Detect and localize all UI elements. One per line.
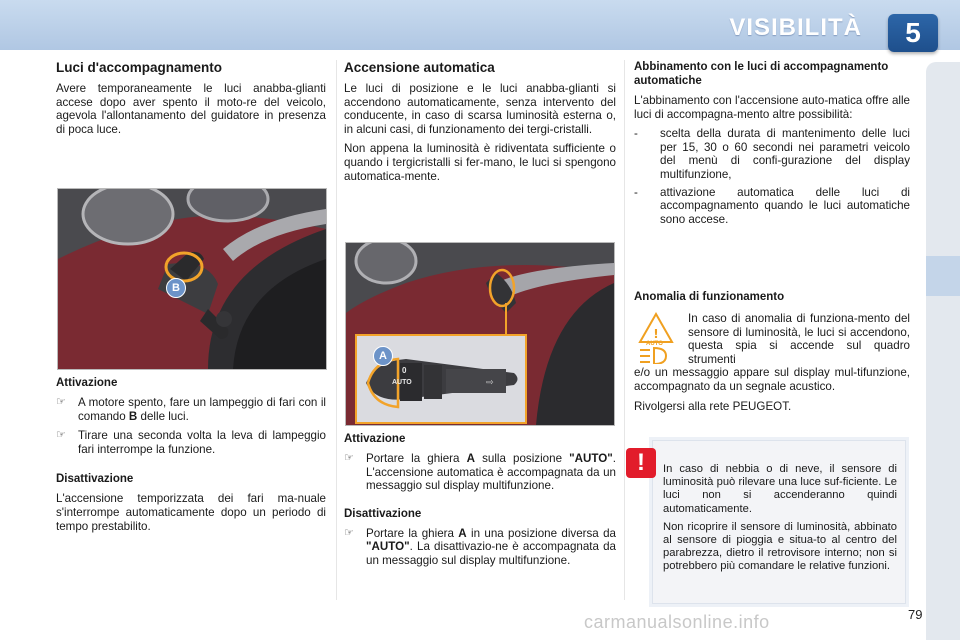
contact-text: Rivolgersi alla rete PEUGEOT. <box>634 399 792 413</box>
item-text: attivazione automatica delle luci di accompagnamento quando le luci automatiche sono accese. <box>660 185 910 226</box>
steering-wheel-photo <box>57 188 327 370</box>
dash-marker: - <box>634 185 638 199</box>
list-item <box>634 186 910 227</box>
anomaly-text-indented: In caso di anomalia di funziona-mento del sensore di luminosità, le luci si accendono, questa spia si accende sul quadro strumenti <box>688 312 910 366</box>
item-text: delle luci. <box>137 409 189 423</box>
item-bold: A <box>466 452 475 465</box>
dash-marker: - <box>634 127 638 141</box>
label-badge-a: A <box>373 346 393 366</box>
stalk-auto-label: AUTO <box>392 379 412 386</box>
chapter-tab[interactable] <box>888 14 938 52</box>
list-item <box>634 127 910 181</box>
steering-wheel-illustration <box>58 189 326 369</box>
svg-text:⇨: ⇨ <box>486 378 494 388</box>
bullet-icon: ☞ <box>56 396 66 408</box>
warning-lamp-icon <box>636 312 676 364</box>
warning-text: In caso di nebbia o di neve, il sensore di luminosità può rilevare una luce suf-ficiente. Le luci non si accenderanno quindi automaticamente. <box>663 463 897 515</box>
activation-heading: Attivazione <box>56 377 118 389</box>
item-text: A motore spento, fare un lampeggio di fari con il comando <box>78 396 326 423</box>
page-number: 79 <box>908 607 923 622</box>
list-item <box>344 452 616 493</box>
label-badge-b: B <box>166 278 186 298</box>
item-text: Portare la ghiera <box>366 452 467 465</box>
anomaly-text: e/o un messaggio appare sul display mul-tifunzione, accompagnato da un segnale acustico. <box>634 366 910 393</box>
intro-text: L'abbinamento con l'accensione auto-matica offre alle luci di accompagna-mento altre possibilità: <box>634 94 910 121</box>
column-follow-me-home <box>56 60 326 142</box>
item-bold: A <box>458 526 467 540</box>
list-item <box>344 527 616 568</box>
item-text: Portare la ghiera <box>366 526 459 540</box>
chapter-number: 5 <box>905 17 921 48</box>
deactivation-heading: Disattivazione <box>344 507 422 520</box>
column-combination <box>634 60 910 230</box>
side-index-strip <box>926 62 960 640</box>
item-text: . La disattivazio-ne è accompagnata da un messaggio sul display multifunzione. <box>366 540 616 567</box>
bullet-icon: ☞ <box>344 452 354 464</box>
column-auto-lighting <box>344 60 616 189</box>
paragraph: Non appena la luminosità è ridiventata sufficiente o quando i tergicristalli si fer-mano, le luci si spengono automatica-mente. <box>344 142 616 183</box>
watermark: carmanualsonline.info <box>584 612 770 632</box>
bullet-icon: ☞ <box>56 429 66 442</box>
item-text: in una posizione diversa da <box>466 526 616 540</box>
exclamation-icon: ! <box>626 448 656 478</box>
auto-lamp-icon <box>636 312 676 364</box>
light-stalk-photo <box>345 242 615 426</box>
column-divider <box>336 60 337 600</box>
svg-text:!: ! <box>653 327 659 341</box>
anomaly-heading: Anomalia di funzionamento <box>634 291 785 303</box>
item-bold: "AUTO" <box>366 540 410 554</box>
warning-content <box>663 463 897 579</box>
activation-heading: Attivazione <box>344 433 406 445</box>
item-bold: B <box>128 409 138 423</box>
list-item <box>56 396 326 423</box>
column1-activation <box>56 376 326 539</box>
deactivation-heading: Disattivazione <box>56 473 134 486</box>
item-text: sulla posizione <box>474 452 570 465</box>
item-text: Tirare una seconda volta la leva di lampeggio fari interrompe la funzione. <box>78 429 326 456</box>
page-title: VISIBILITÀ <box>729 14 862 41</box>
auto-icon-label: AUTO <box>646 341 663 347</box>
stalk-zero-label: 0 <box>402 366 407 375</box>
light-stalk-illustration <box>346 243 614 425</box>
warning-box <box>652 440 906 604</box>
item-bold: "AUTO" <box>569 452 613 465</box>
warning-text: Non ricoprire il sensore di luminosità, abbinato al sensore di pioggia e situa-to al centro del parabrezza, dietro il retrovisore interno; non si potrebbero più comandare le relative funzioni. <box>663 520 897 573</box>
intro-text: Avere temporaneamente le luci anabba-glianti accese dopo aver spento il moto-re del veicolo, agevola l'allontanamento del guidatore in presenza di poca luce. <box>56 82 326 136</box>
section-heading: Accensione automatica <box>344 60 495 75</box>
deactivation-text: L'accensione temporizzata dei fari ma-nuale s'interrompe automaticamente dopo un periodo di tempo prestabilito. <box>56 492 326 533</box>
column2-activation <box>344 432 616 574</box>
section-heading: Luci d'accompagnamento <box>56 60 222 75</box>
column-divider <box>624 60 625 600</box>
paragraph: Le luci di posizione e le luci anabba-glianti si accendono automaticamente, senza intervento del conducente, in caso di scarsa luminosità esterna o, in alcuni casi, di funzionamento dei tergi-cristalli. <box>344 82 616 136</box>
side-index-marker <box>926 256 960 296</box>
list-item <box>56 429 326 456</box>
item-text: scelta della durata di mantenimento delle luci per 15, 30 o 60 secondi nei parametri veicolo del menù di confi-gurazione del display multifunzione, <box>660 127 910 181</box>
section-heading: Abbinamento con le luci di accompagnamento automatiche <box>634 61 889 87</box>
bullet-icon: ☞ <box>344 526 354 539</box>
item-text: . L'accensione automatica è accompagnata da un messaggio sul display multifunzione. <box>366 452 616 493</box>
